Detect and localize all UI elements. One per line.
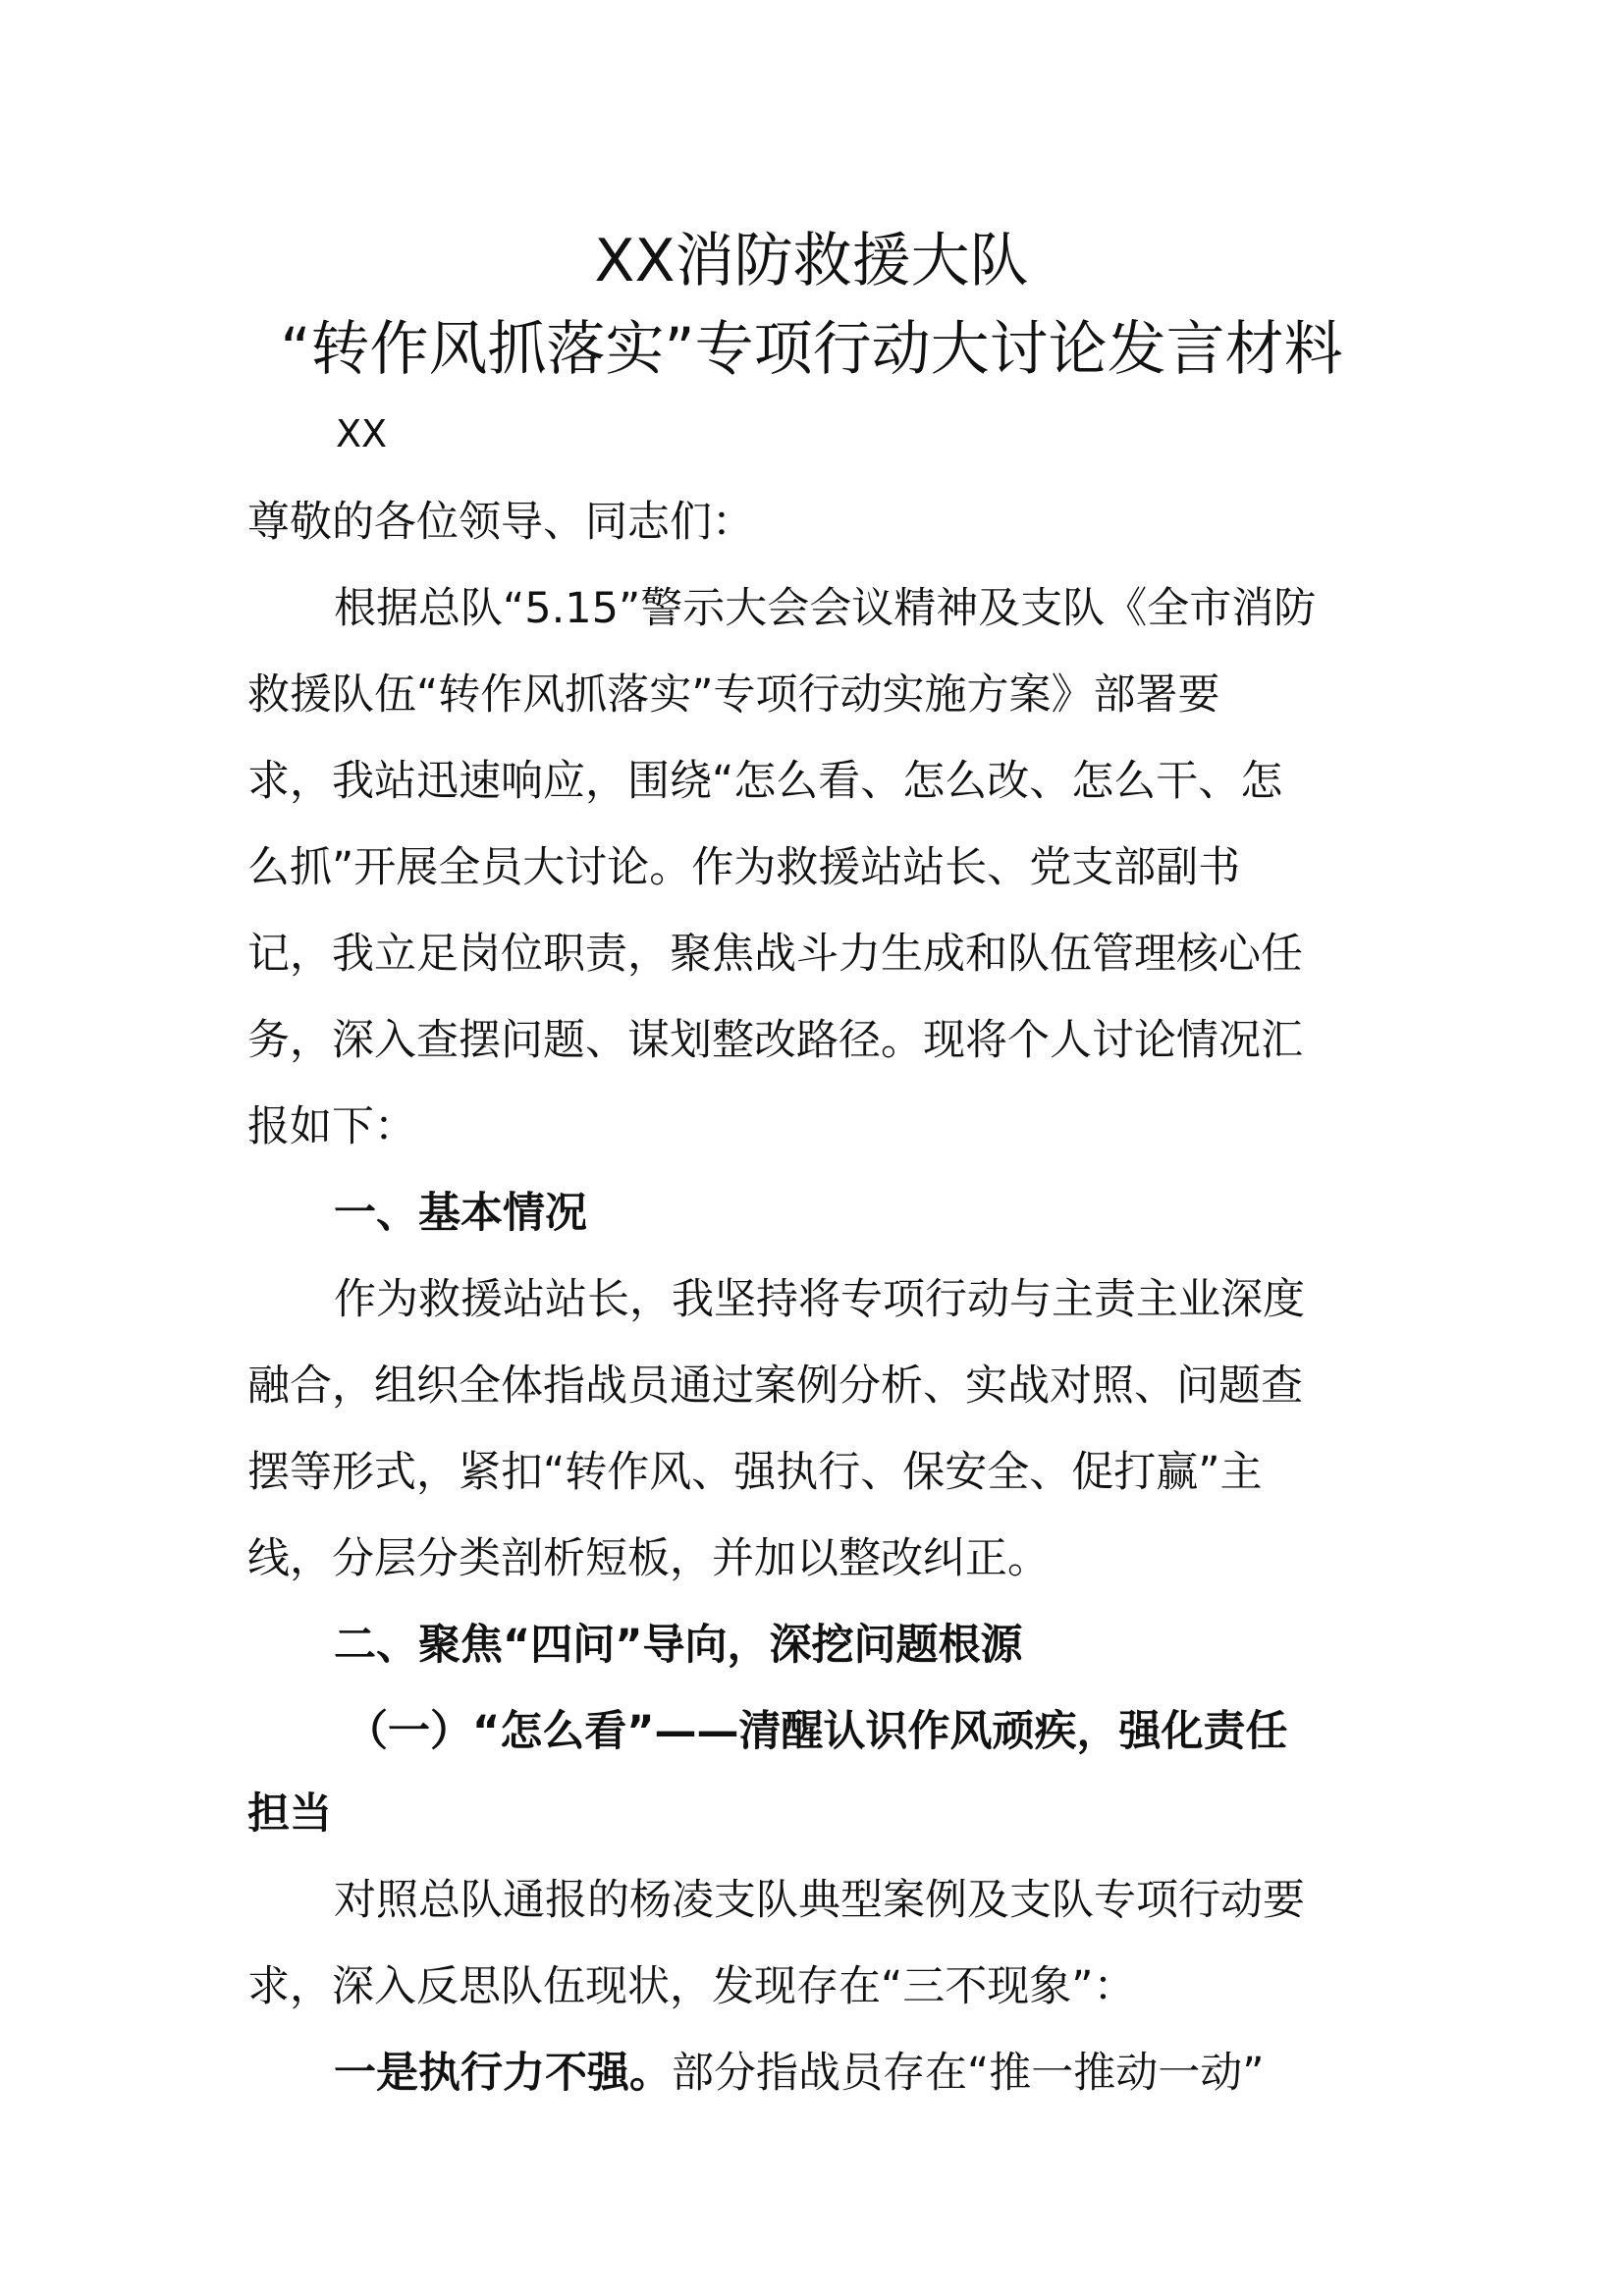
point-one-line — [334, 2044, 1265, 2103]
intro-line: 么抓”开展全员大讨论。作为救援站站长、党支部副书 — [247, 843, 1241, 892]
intro-line: 求，我站迅速响应，围绕“怎么看、怎么改、怎么干、怎 — [247, 757, 1283, 806]
section2-line: 对照总队通报的杨凌支队典型案例及支队专项行动要 — [334, 1876, 1305, 1925]
document-title-line2: “转作风抓落实”专项行动大讨论发言材料 — [280, 315, 1343, 384]
subheading-line1: （一）“怎么看”——清醒认识作风顽疾，强化责任 — [346, 1707, 1288, 1756]
intro-line: 报如下： — [247, 1102, 416, 1151]
intro-line: 根据总队“5.15”警示大会会议精神及支队《全市消防 — [334, 584, 1317, 633]
section-heading-1: 一、基本情况 — [334, 1189, 587, 1238]
author: XX — [336, 412, 388, 455]
section1-line: 作为救援站站长，我坚持将专项行动与主责主业深度 — [334, 1275, 1305, 1324]
subheading-line2: 担当 — [247, 1789, 332, 1839]
intro-line: 救援队伍“转作风抓落实”专项行动实施方案》部署要 — [247, 670, 1220, 720]
section1-line: 融合，组织全体指战员通过案例分析、实战对照、问题查 — [247, 1362, 1303, 1411]
intro-line: 务，深入查摆问题、谋划整改路径。现将个人讨论情况汇 — [247, 1016, 1303, 1065]
section1-line: 线，分层分类剖析短板，并加以整改纠正。 — [247, 1534, 1050, 1583]
salutation: 尊敬的各位领导、同志们： — [247, 498, 754, 547]
intro-line: 记，我立足岗位职责，聚焦战斗力生成和队伍管理核心任 — [247, 930, 1303, 979]
section1-line: 摆等形式，紧扣“转作风、强执行、保安全、促打赢”主 — [247, 1448, 1263, 1497]
point-one-text: 部分指战员存在“推一推动一动” — [672, 2049, 1265, 2098]
point-one-label: 一是执行力不强。 — [334, 2049, 672, 2098]
section-heading-2: 二、聚焦“四问”导向，深挖问题根源 — [334, 1621, 1023, 1670]
document-title-line1: XX消防救援大队 — [594, 227, 1029, 295]
section2-line: 求，深入反思队伍现状，发现存在“三不现象”： — [247, 1962, 1136, 2011]
